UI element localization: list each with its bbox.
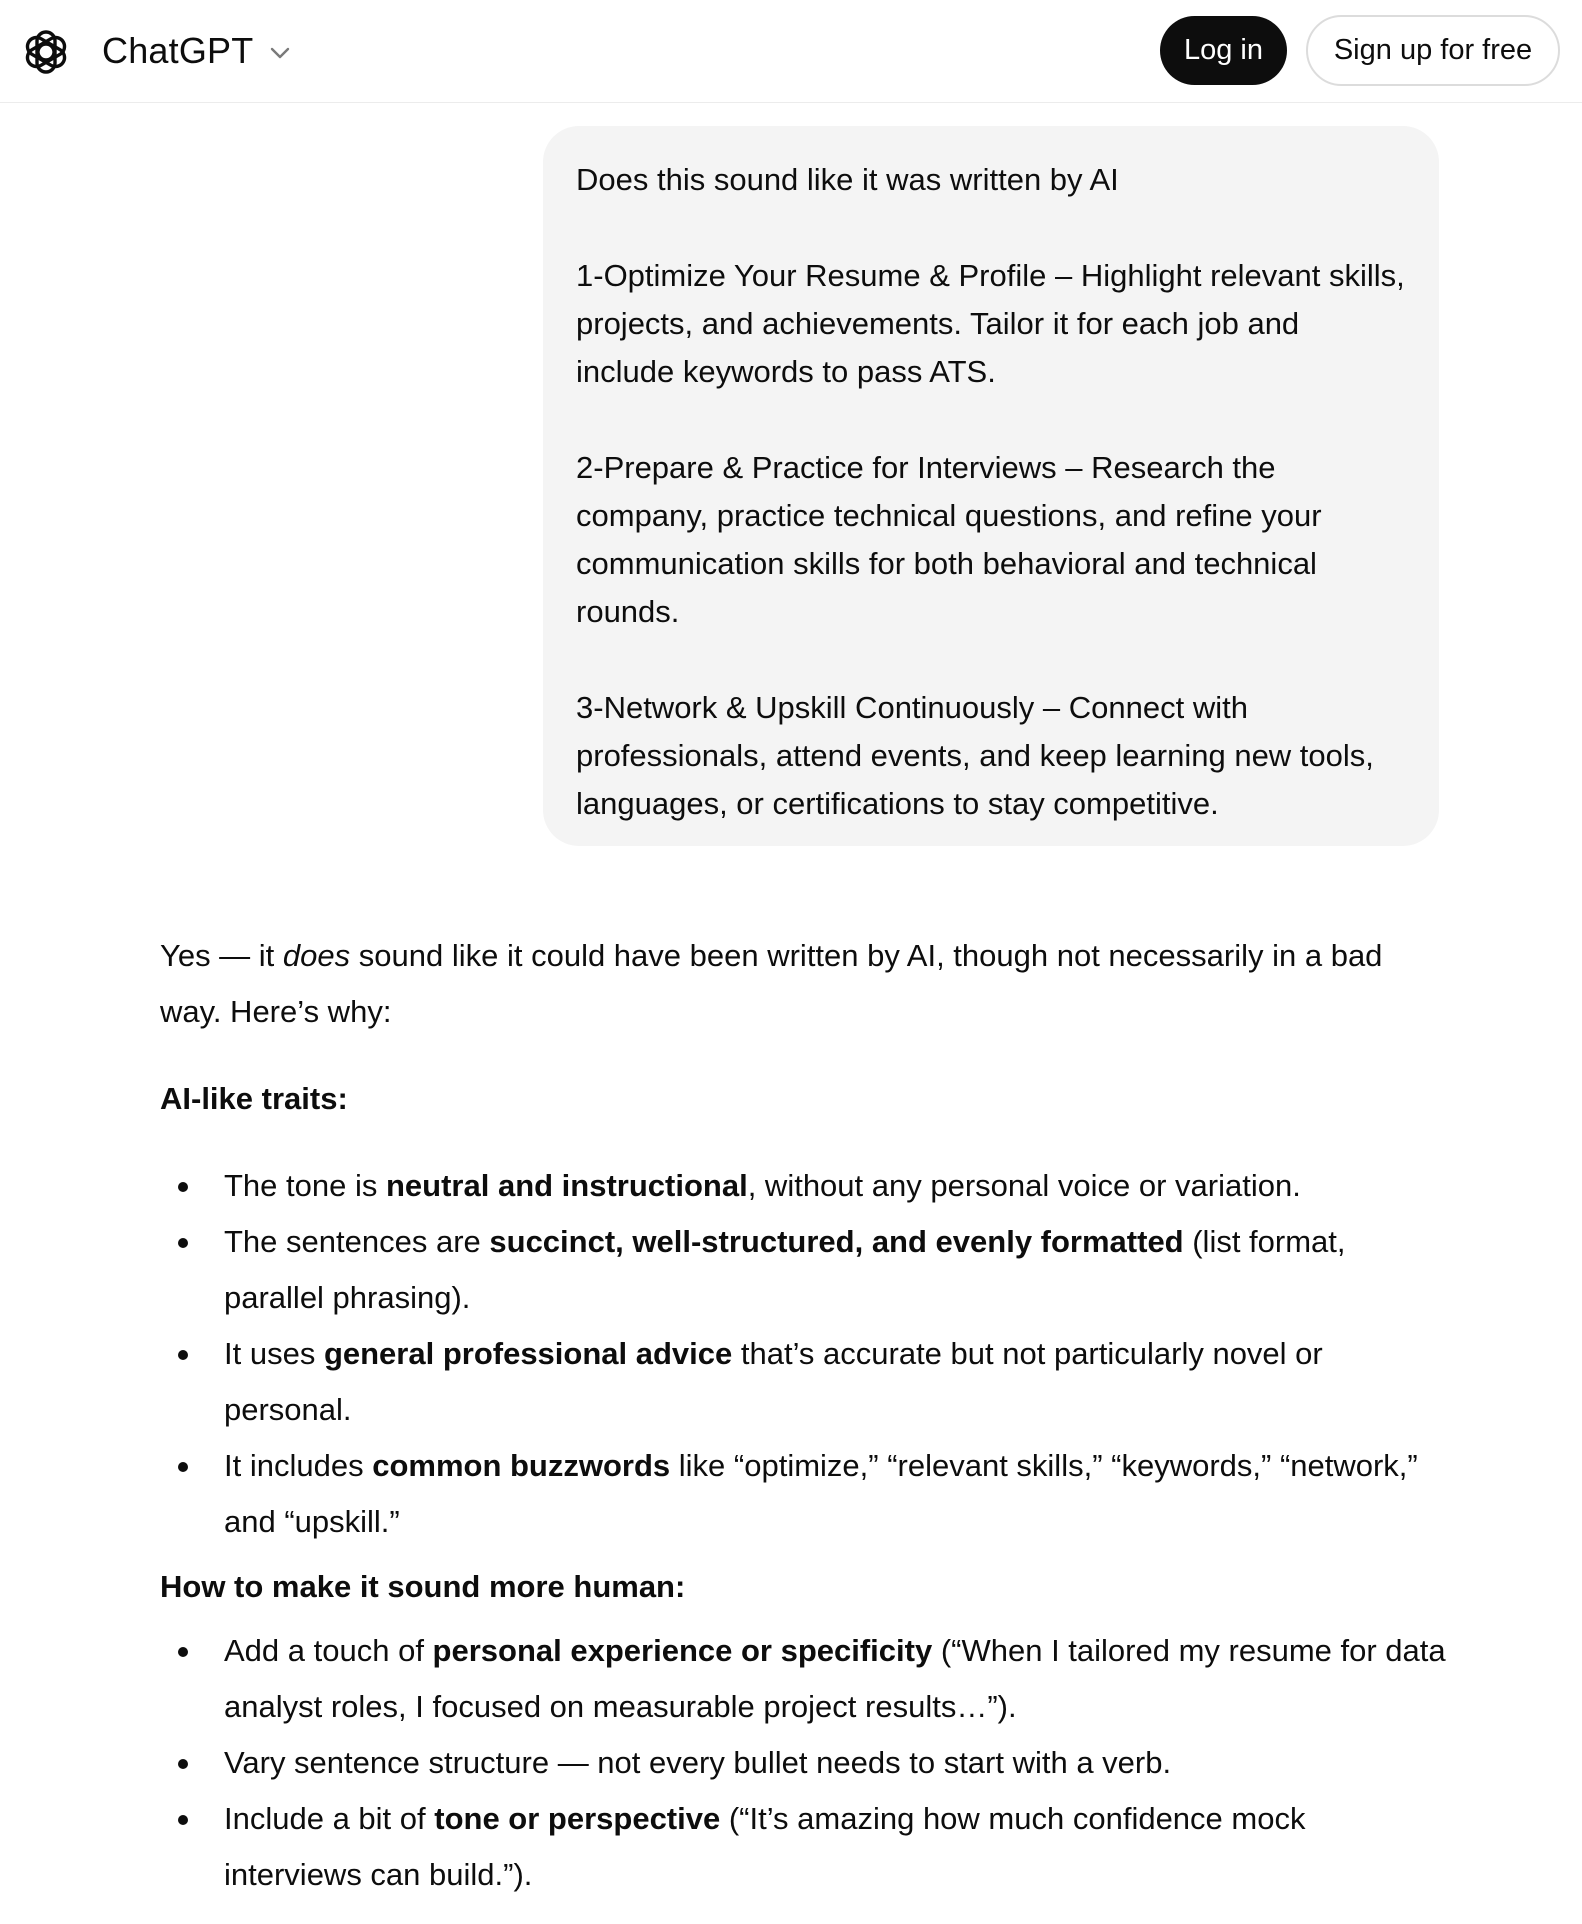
human-tips-heading: How to make it sound more human: [160,1569,686,1604]
traits-list [160,1158,1450,1550]
openai-logo-icon[interactable] [22,28,70,76]
user-message-bubble [543,126,1439,846]
login-button[interactable]: Log in [1160,16,1287,85]
user-message-paragraph: 2-Prepare & Practice for Interviews – Research the company, practice technical questions, and refine your communication skills for both behavioral and technical rounds. [576,450,1322,629]
list-item: It includes common buzzwords like “optimize,” “relevant skills,” “keywords,” “network,” and “upskill.” [160,1438,1450,1550]
traits-heading: AI-like traits: [160,1081,348,1116]
user-message-paragraph: 1-Optimize Your Resume & Profile – Highlight relevant skills, projects, and achievements. Tailor it for each job and include keywords to pass ATS. [576,258,1405,389]
list-item: Include a bit of tone or perspective (“It’s amazing how much confidence mock interviews can build.”). [160,1791,1450,1903]
user-message-paragraph: 3-Network & Upskill Continuously – Connect with professionals, attend events, and keep learning new tools, languages, or certifications to stay competitive. [576,690,1374,821]
tips-list [160,1623,1450,1903]
list-item: The tone is neutral and instructional, without any personal voice or variation. [160,1158,1450,1214]
model-selector[interactable] [102,26,293,76]
user-message-line: Does this sound like it was written by AI [576,162,1119,197]
signup-button[interactable]: Sign up for free [1306,15,1560,86]
list-item: The sentences are succinct, well-structured, and evenly formatted (list format, parallel phrasing). [160,1214,1450,1326]
assistant-response [160,928,1450,1903]
top-bar [0,0,1582,103]
chevron-down-icon [267,40,293,66]
app-title: ChatGPT [102,30,254,71]
list-item: Add a touch of personal experience or specificity (“When I tailored my resume for data analyst roles, I focused on measurable project results…”). [160,1623,1450,1735]
response-intro: Yes — it does sound like it could have been written by AI, though not necessarily in a bad way. Here’s why: [160,938,1383,1029]
list-item: Vary sentence structure — not every bullet needs to start with a verb. [160,1735,1450,1791]
list-item: It uses general professional advice that’s accurate but not particularly novel or personal. [160,1326,1450,1438]
